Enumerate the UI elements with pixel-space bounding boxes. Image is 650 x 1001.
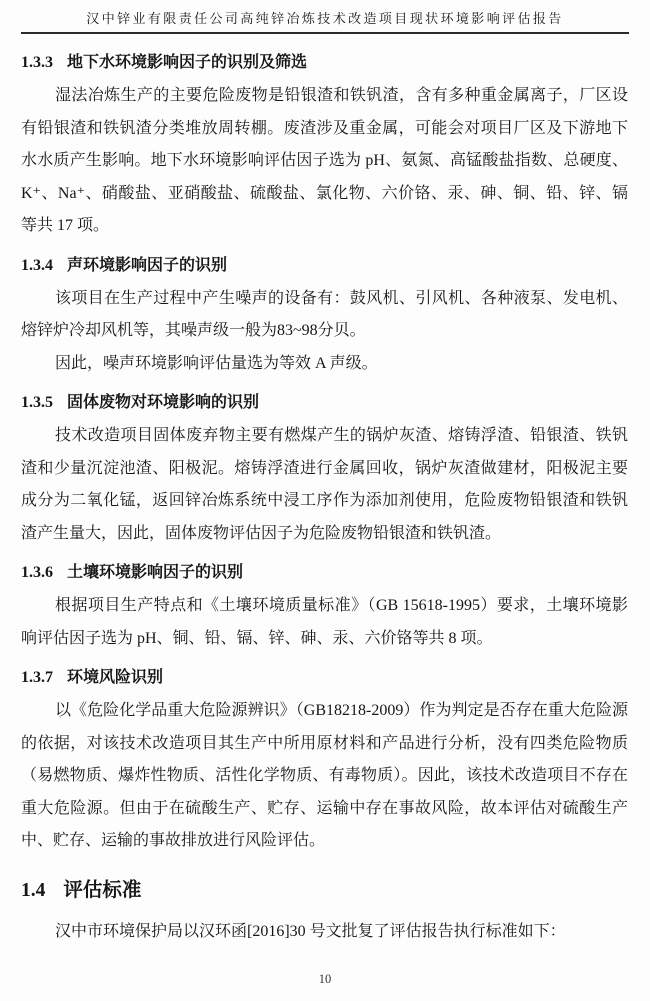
- section-title: 声环境影响因子的识别: [67, 256, 228, 274]
- paragraph: 因此，噪声环境影响评估量选为等效 A 声级。: [55, 354, 378, 372]
- section-title: 地下水环境影响因子的识别及筛选: [67, 54, 308, 71]
- section-title: 固体废物对环境影响的识别: [67, 394, 260, 411]
- section-number: 1.3.4: [21, 256, 53, 274]
- report-header-title: 汉中锌业有限责任公司高纯锌冶炼技术改造项目现状环境影响评估报告: [86, 11, 564, 26]
- paragraph: 根据项目生产特点和《土壤环境质量标准》（GB 15618-1995）要求，土壤环境影响评估因子选为 pH、铜、铅、镉、锌、砷、汞、六价铬等共 8 项。: [21, 597, 628, 647]
- page-footer: [0, 972, 650, 1001]
- section-number: 1.3.6: [21, 564, 53, 581]
- section-title: 土壤环境影响因子的识别: [67, 564, 244, 581]
- section-heading-1.3.5: [21, 392, 628, 414]
- section-number: 1.3.7: [21, 669, 53, 686]
- section-heading-1.4: [21, 878, 628, 904]
- paragraph: 汉中市环境保护局以汉环函[2016]30 号文批复了评估报告执行标准如下：: [55, 922, 566, 940]
- paragraph: 该项目在生产过程中产生噪声的设备有：鼓风机、引风机、各种液泵、发电机、熔锌炉冷却风机等，其噪声级一般为83~98分贝。: [21, 289, 628, 339]
- section-heading-1.3.4: [21, 255, 628, 277]
- section-number: 1.3.3: [21, 54, 53, 71]
- paragraph: 湿法冶炼生产的主要危险废物是铅银渣和铁钒渣，含有多种重金属离子，厂区设有铅银渣和铁钒渣分类堆放周转棚。废渣涉及重金属，可能会对项目厂区及下游地下水水质产生影响。地下水环境影响评估因子选为 pH、氨氮、高锰酸盐指数、总硬度、K⁺、Na⁺、硝酸盐、亚硝酸盐、硫酸盐、氯化物、六价铬、汞、砷、铜、铅、锌、镉等共 17 项。: [21, 87, 628, 234]
- section-heading-1.3.3: [21, 52, 628, 74]
- paragraph: 以《危险化学品重大危险源辨识》（GB18218-2009）作为判定是否存在重大危险源的依据，对该技术改造项目其生产中所用原材料和产品进行分析，没有四类危险物质（易燃物质、爆炸性物质、活性化学物质、有毒物质）。因此，该技术改造项目不存在重大危险源。但由于在硫酸生产、贮存、运输中存在事故风险，故本评估对硫酸生产中、贮存、运输的事故排放进行风险评估。: [21, 702, 628, 849]
- section-heading-1.3.6: [21, 562, 628, 584]
- page-number: 10: [318, 972, 332, 986]
- section-number: 1.4: [21, 879, 46, 901]
- section-title: 评估标准: [63, 879, 142, 901]
- document-body: [0, 34, 650, 972]
- section-number: 1.3.5: [21, 394, 53, 411]
- paragraph: 技术改造项目固体废弃物主要有燃煤产生的锅炉灰渣、熔铸浮渣、铅银渣、铁钒渣和少量沉淀池渣、阳极泥。熔铸浮渣进行金属回收，锅炉灰渣做建材，阳极泥主要成分为二氧化锰，返回锌冶炼系统中浸工序作为添加剂使用，危险废物铅银渣和铁钒渣产生量大，因此，固体废物评估因子为危险废物铅银渣和铁钒渣。: [21, 427, 628, 542]
- section-title: 环境风险识别: [67, 669, 164, 686]
- section-heading-1.3.7: [21, 667, 628, 689]
